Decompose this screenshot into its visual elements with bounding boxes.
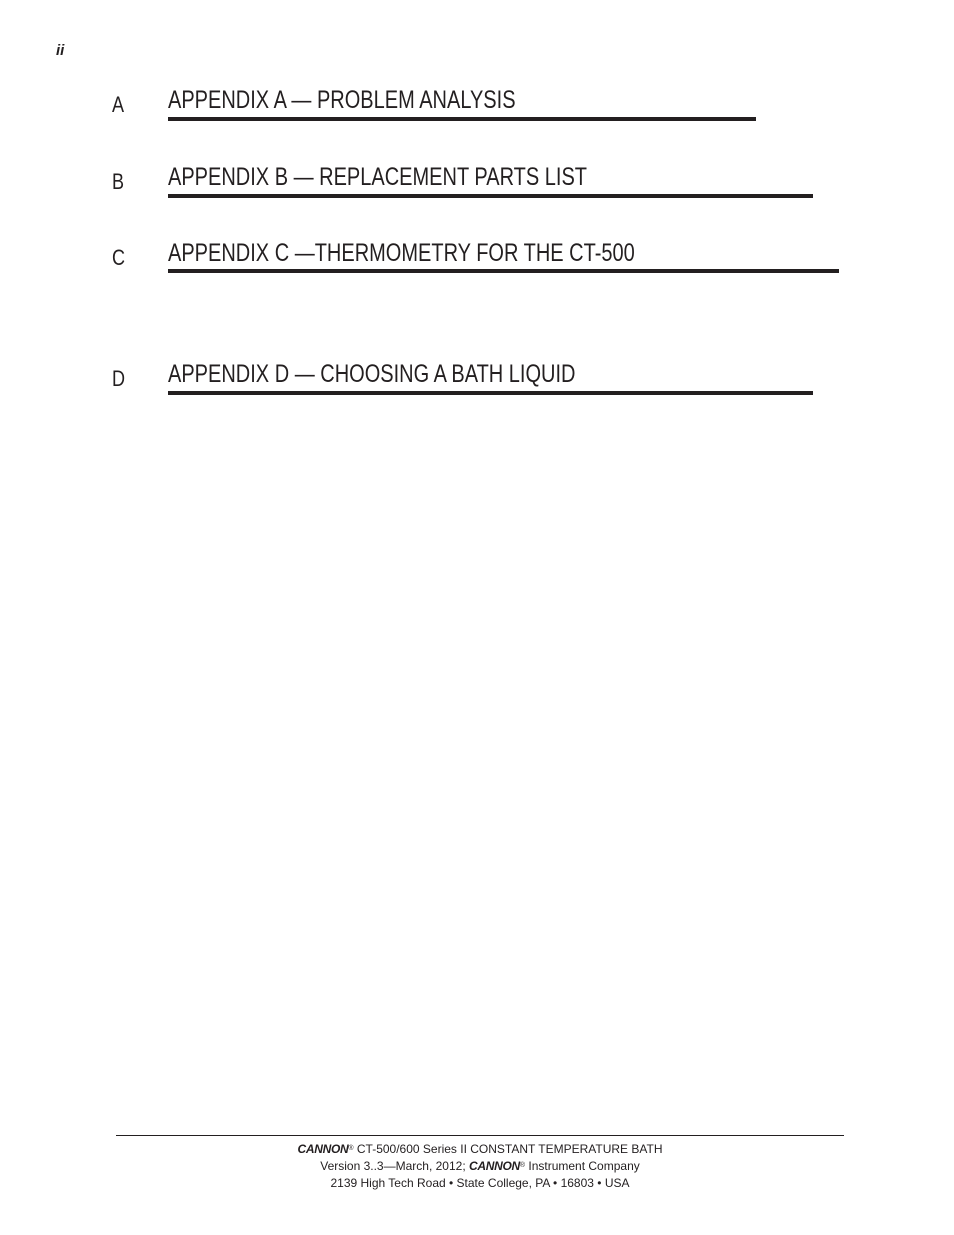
registered-mark: ® <box>519 1162 526 1169</box>
toc-letter: B <box>112 169 125 194</box>
toc-letter: C <box>112 245 126 270</box>
toc-underline <box>168 391 813 395</box>
brand-name: CANNON <box>468 1159 520 1173</box>
footer-line-2 <box>116 1158 844 1175</box>
footer-product: CT-500/600 Series II CONSTANT TEMPERATURE BATH <box>353 1142 663 1156</box>
footer-divider <box>116 1135 844 1136</box>
footer-version: Version 3..3—March, 2012; <box>320 1159 469 1173</box>
page-footer <box>116 1141 844 1192</box>
toc-letter: D <box>112 366 126 391</box>
brand-name: CANNON <box>297 1142 349 1156</box>
registered-mark: ® <box>348 1145 354 1152</box>
toc-letter: A <box>112 92 125 117</box>
page-number: ii <box>56 42 65 59</box>
toc-title[interactable]: APPENDIX D — CHOOSING A BATH LIQUID <box>168 360 576 388</box>
toc-underline <box>168 194 813 198</box>
toc-underline <box>168 269 839 273</box>
footer-line-1 <box>116 1141 844 1158</box>
toc-title[interactable]: APPENDIX C —THERMOMETRY FOR THE CT-500 <box>168 239 635 267</box>
toc-title[interactable]: APPENDIX A — PROBLEM ANALYSIS <box>168 86 516 114</box>
footer-company: Instrument Company <box>525 1159 640 1173</box>
toc-underline <box>168 117 756 121</box>
footer-address: 2139 High Tech Road • State College, PA • 16803 • USA <box>330 1176 630 1190</box>
toc-title[interactable]: APPENDIX B — REPLACEMENT PARTS LIST <box>168 163 588 191</box>
